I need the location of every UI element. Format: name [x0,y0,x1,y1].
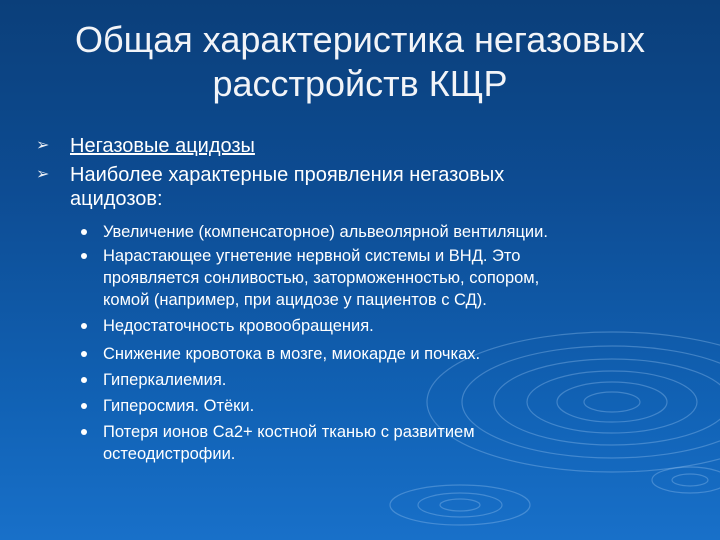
sub-bullet-item-6 [103,395,683,417]
arrow-bullet-icon: ➢ [36,137,50,154]
sub-bullet-item-1 [103,221,683,243]
sub-bullet-line: Гиперосмия. Отёки. [103,397,255,415]
sub-bullet-line: Недостаточность кровообращения. [103,317,374,335]
sub-bullet-line: Увеличение (компенсаторное) альвеолярной вентиляции. [103,223,548,241]
arrow-bullet-icon: ➢ [36,166,50,183]
dot-bullet-icon [81,429,87,435]
sub-bullet-line: проявляется сонливостью, заторможенностью, сопором, [103,269,540,287]
sub-bullet-line: остеодистрофии. [103,445,236,463]
dot-bullet-icon [81,323,87,329]
dot-bullet-icon [81,229,87,235]
slide-title-line-2: расстройств КЩР [212,63,508,104]
slide-title-line-1: Общая характеристика негазовых [75,19,645,60]
sub-bullet-line: Снижение кровотока в мозге, миокарде и почках. [103,345,481,363]
sub-bullet-line: Гиперкалиемия. [103,371,227,389]
bullet-item-1[interactable] [36,134,255,158]
bullet-link-negazovye-atsidozy[interactable]: Негазовые ацидозы [70,135,255,157]
sub-bullet-item-3 [103,315,683,337]
dot-bullet-icon [81,253,87,259]
sub-bullet-item-2 [103,245,683,311]
bullet-text-line-2: ацидозов: [70,188,163,210]
bullet-text-line-1: Наиболее характерные проявления негазовых [70,164,505,186]
dot-bullet-icon [81,377,87,383]
sub-bullet-item-7 [103,421,683,465]
dot-bullet-icon [81,351,87,357]
bullet-item-2 [36,163,505,211]
sub-bullet-item-5 [103,369,683,391]
dot-bullet-icon [81,403,87,409]
sub-bullet-line: комой (например, при ацидозе у пациентов с СД). [103,291,487,309]
sub-bullet-line: Потеря ионов Ca2+ костной тканью с развитием [103,423,475,441]
sub-bullet-item-4 [103,343,683,365]
slide-title [20,18,700,106]
sub-bullet-line: Нарастающее угнетение нервной системы и ВНД. Это [103,247,521,265]
